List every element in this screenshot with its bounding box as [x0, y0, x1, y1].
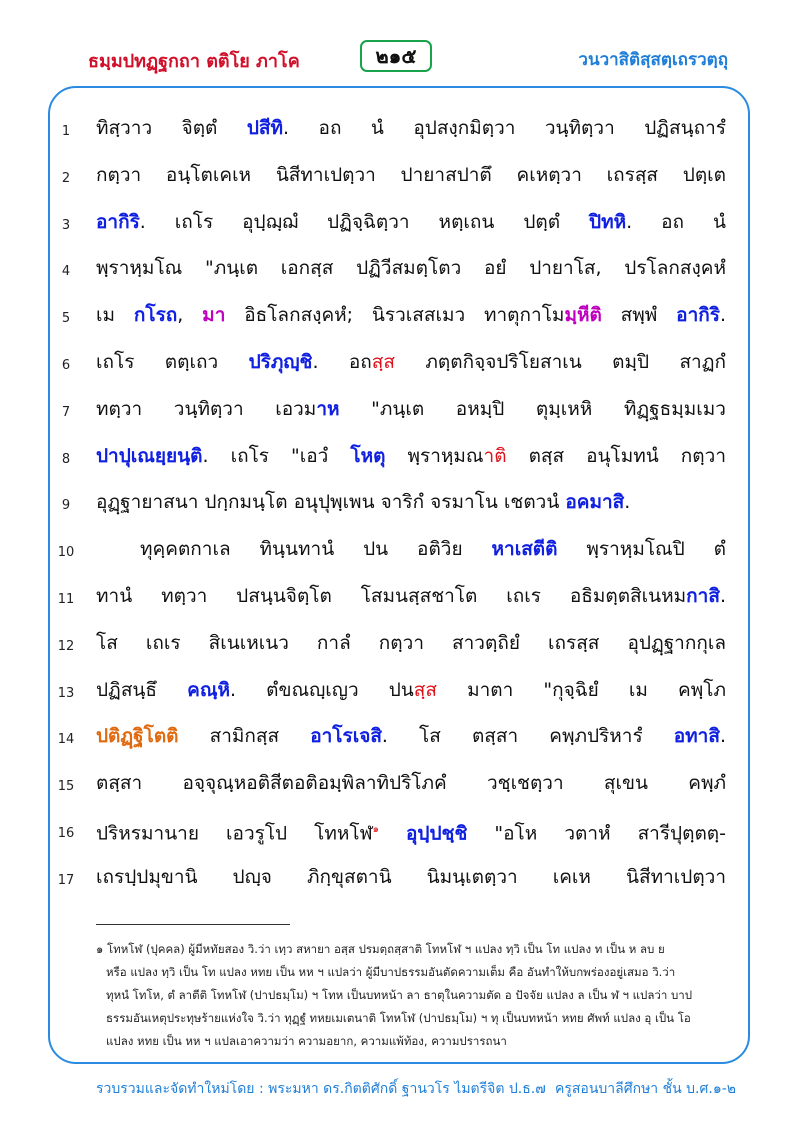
text-segment: พฺราหฺมโณปิ ตํ [557, 538, 726, 561]
text-line [0, 434, 800, 480]
text-segment: . โส ตสฺสา คพฺภปริหารํ [381, 725, 674, 748]
text-line [0, 340, 800, 386]
line-text [96, 208, 726, 236]
text-segment: สพฺพํ [601, 304, 677, 327]
text-segment: . ตํขณญฺเญว ปน [229, 678, 414, 701]
footnote-line: ๑ โทหโฬ (ปุคคล) ผู้มีหทัยสอง วิ.ว่า เทฺว สหายา อสฺส ปรมตฺถสฺสาติ โทหโฬ ฯ แปลง ทฺวิ เป็น โท แปลง ท เป็น ห ลบ ย [96, 942, 665, 956]
text-segment: อุฏฺฐายาสนา ปกฺกมนฺโต อนุปุพฺเพน จาริกํ จรมาโน เชตวนํ [96, 491, 566, 514]
text-segment: ทานํ ทตฺวา ปสนฺนจิตฺโต โสมนสฺสชาโต เถเร อธิมตฺตสิเนหม [96, 585, 687, 607]
text-segment: . อถ นํ อุปสงฺกมิตฺวา วนฺทิตฺวา ปฏิสนฺถารํ [283, 117, 726, 139]
text-segment: มาตา "กุจฺฉิยํ เม คพฺโภ [436, 678, 726, 701]
text-segment: ตสฺสา อจฺจุณฺหอติสีตอติอมฺพิลาทิปริโภคํ วชฺเชตฺวา สุเขน คพฺภํ [96, 772, 726, 795]
footnote-line: ทุหนํ โทโห, ตํ ลาตีติ โทหโฬ (ปาปธมฺโม) ฯ โทห เป็นบทหน้า ลา ธาตุในความตัด อ ปัจจัย แปลง ล เป็น ฬ ฯ แปลว่า บาป [106, 988, 693, 1002]
line-number: 9 [61, 498, 71, 514]
highlighted-word: กาสิ [686, 585, 720, 607]
text-segment: ปฏิสนฺธึ [96, 678, 188, 701]
line-text [96, 161, 726, 189]
text-line [0, 293, 800, 339]
text-line [0, 527, 800, 573]
line-text [96, 629, 726, 657]
text-segment: "ภนฺเต อหมฺปิ ตุมฺเหหิ ทิฏฺฐธมฺมเมว [339, 397, 726, 420]
story-title: วนวาสิติสฺสตฺเถรวตฺถุ [578, 50, 728, 70]
highlighted-word: ปิทหิ [589, 210, 627, 233]
book-title: ธมฺมปทฏฺฐกถา ตติโย ภาโค [88, 51, 300, 72]
highlighted-word: าติ [483, 444, 507, 467]
line-text [96, 582, 726, 610]
highlighted-word: มา [202, 304, 226, 327]
text-segment: "อโห วตาหํ สารีปุตฺตตฺ- [467, 822, 726, 845]
text-segment: . [719, 725, 726, 748]
text-segment: อิธโลกสงฺคหํ; นิรวเสสเมว ทาตุกาโม [225, 304, 565, 327]
text-line [0, 153, 800, 199]
footnote-divider [96, 924, 290, 925]
line-text [96, 114, 726, 142]
text-segment: ทุคฺคตกาเล ทินฺนทานํ ปน อติวิย [140, 538, 492, 561]
line-text [96, 769, 726, 797]
text-line [0, 621, 800, 667]
line-text [96, 816, 726, 847]
text-segment: เม [96, 304, 134, 327]
text-segment: ทิสฺวาว จิตฺตํ [96, 117, 247, 139]
text-line [0, 855, 800, 901]
text-line [0, 808, 800, 854]
line-text [96, 348, 726, 376]
line-text [96, 301, 726, 329]
line-number: 6 [61, 358, 71, 373]
text-segment: ทตฺวา วนฺทิตฺวา เอวม [96, 397, 317, 420]
highlighted-word: ปสีทิ [246, 117, 284, 139]
highlighted-word: อทาสิ [673, 725, 720, 748]
text-line [0, 480, 800, 526]
highlighted-word: อาโรเจสิ [310, 725, 382, 748]
page-number: ๒๑๕ [360, 40, 432, 72]
highlighted-word: อากิริ [96, 210, 140, 233]
footer-level: ครูสอนบาลีศึกษา ชั้น บ.ศ.๑-๒ [554, 1081, 736, 1097]
line-text [140, 535, 726, 563]
highlighted-word: คณฺหิ [187, 678, 230, 701]
highlighted-word: าห [316, 397, 340, 420]
text-segment: ตสฺส อนุโมทนํ กตฺวา [506, 444, 726, 467]
text-line [0, 714, 800, 760]
text-segment: . อถ นํ [626, 210, 726, 233]
text-segment: . อถ [312, 351, 372, 373]
text-line [0, 246, 800, 292]
line-number: 4 [61, 264, 71, 280]
line-number: 2 [61, 170, 71, 186]
line-number: 16 [57, 826, 75, 841]
highlighted-word: ปติฏฺฐิโตติ [96, 725, 179, 748]
text-line [0, 761, 800, 807]
line-number: 1 [61, 124, 71, 139]
text-segment: . เถโร "เอวํ [202, 444, 351, 467]
text-line [0, 574, 800, 620]
highlighted-word: มฺหีติ [564, 304, 602, 327]
highlighted-word: อากิริ [676, 304, 720, 327]
text-segment: กตฺวา อนฺโตเคเห นิสีทาเปตฺวา ปายาสปาตึ คเหตฺวา เถรสฺส ปตฺเต [96, 163, 726, 186]
text-segment: . [624, 491, 631, 514]
text-segment: ปริหรมานาย เอวรูโป โทหโฬ [96, 822, 373, 845]
highlighted-word: ปาปุเณยฺยนฺติ [96, 444, 203, 467]
text-segment: เถรปฺปมุขานิ ปญฺจ ภิกฺขุสตานิ นิมนฺเตตฺวา เคเห นิสีทาเปตฺวา [96, 865, 726, 888]
highlighted-word: กโรถ [133, 304, 178, 327]
highlighted-word: สฺส [371, 351, 395, 373]
line-text [96, 722, 726, 750]
text-segment: . เถโร อุปฺฌฺฌํ ปฏิจฺฉิตฺวา หตฺเถน ปตฺตํ [139, 210, 590, 233]
footnote-ref: ๑ [372, 824, 379, 835]
line-text [96, 254, 726, 282]
text-segment: พฺราหฺมโณ "ภนฺเต เอกสฺส ปฏิวีสมตฺโตว อยํ ปายาโส, ปรโลกสงฺคหํ [96, 257, 726, 280]
footnote-line: ธรรมอันเหตุประทุษร้ายแห่งใจ วิ.ว่า ทุฏฺฐํ ทหยเมเตนาติ โทหโฬ (ปาปธมฺโม) ฯ ทุ เป็นบทหน้า หทย ศัพท์ แปลง อุ เป็น โอ [106, 1011, 691, 1025]
highlighted-word: สฺส [413, 678, 437, 701]
text-segment: สามิกสฺส [178, 725, 311, 748]
line-text [96, 488, 726, 516]
text-line [0, 200, 800, 246]
footnote-line: แปลง หทย เป็น หห ฯ แปลเอาความว่า ความอยาก, ความแพ้ท้อง, ความปรารถนา [106, 1034, 507, 1048]
text-segment: . [719, 585, 726, 607]
text-segment: ภตฺตกิจฺจปริโยสาเน ตมฺปิ สาฏกํ [395, 351, 726, 373]
line-text [96, 442, 726, 470]
highlighted-word: อคมาสิ [565, 491, 625, 514]
text-segment: โส เถเร สิเนเหเนว กาลํ กตฺวา สาวตฺถิยํ เถรสฺส อุปฏฺฐากกุเล [96, 631, 726, 654]
line-number: 14 [57, 732, 75, 748]
line-number: 8 [61, 451, 71, 467]
text-line [0, 106, 800, 152]
line-number: 17 [57, 872, 75, 888]
highlighted-word: อุปฺปชฺชิ [406, 822, 468, 845]
text-segment [379, 822, 406, 844]
text-segment: . [719, 304, 726, 327]
footnote [96, 938, 706, 1053]
text-line [0, 668, 800, 714]
highlighted-word: ปริภุญฺชิ [248, 351, 313, 373]
line-number: 10 [57, 545, 75, 561]
text-segment: พฺราหฺมณ [385, 444, 484, 467]
line-number: 12 [57, 638, 75, 654]
line-number: 11 [57, 592, 75, 607]
highlighted-word: โหตุ [350, 444, 386, 467]
line-number: 7 [61, 404, 71, 420]
highlighted-word: หาเสตีติ [491, 538, 558, 561]
text-segment: เถโร ตตฺเถว [96, 351, 249, 373]
line-text [96, 863, 726, 891]
line-number: 13 [57, 685, 75, 701]
line-text [96, 395, 726, 423]
line-number: 15 [57, 779, 75, 795]
footer-credit: รวบรวมและจัดทำใหม่โดย : พระมหา ดร.กิตติศักดิ์ ฐานวโร ไมตรีจิต ป.ธ.๗ [96, 1081, 546, 1097]
line-text [96, 676, 726, 704]
line-number: 5 [61, 311, 71, 327]
line-number: 3 [61, 217, 71, 233]
text-segment: , [177, 304, 203, 327]
text-line [0, 387, 800, 433]
footnote-line: หรือ แปลง ทฺวิ เป็น โท แปลง หทย เป็น หห ฯ แปลว่า ผู้มีบาปธรรมอันตัดความเต็ม คือ อันทำให้บกพร่องอยู่เสมอ วิ.ว่า [106, 965, 676, 979]
